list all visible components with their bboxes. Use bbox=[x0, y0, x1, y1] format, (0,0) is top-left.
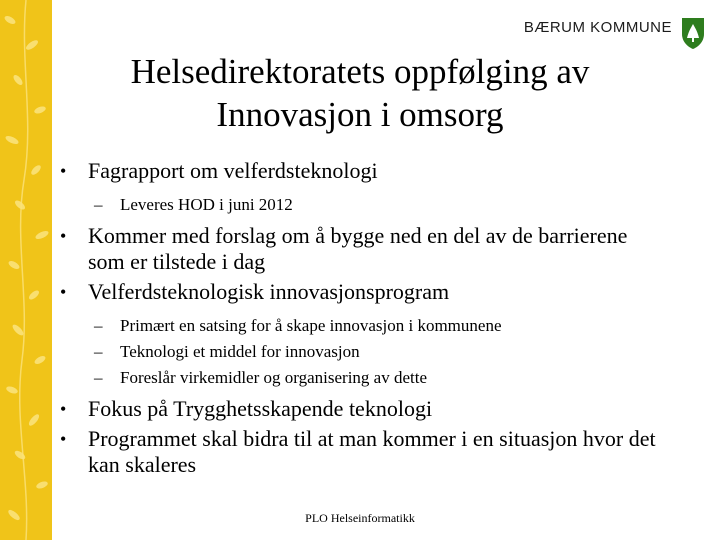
sub-bullet-text: Primært en satsing for å skape innovasjon i kommunene bbox=[120, 316, 502, 335]
sub-bullet-item bbox=[60, 367, 660, 388]
bullet-icon: • bbox=[60, 226, 67, 246]
dash-icon: – bbox=[94, 342, 103, 361]
bullet-item bbox=[60, 426, 660, 478]
title-line-1: Helsedirektoratets oppfølging av bbox=[130, 52, 590, 91]
leaf-pattern-icon bbox=[0, 0, 52, 540]
dash-icon: – bbox=[94, 368, 103, 387]
bullet-list bbox=[60, 158, 660, 482]
bullet-icon: • bbox=[60, 282, 67, 302]
shield-icon bbox=[680, 16, 706, 50]
sub-bullet-list bbox=[60, 315, 660, 388]
sub-bullet-item bbox=[60, 194, 660, 215]
slide-title bbox=[58, 50, 662, 136]
sub-bullet-list bbox=[60, 194, 660, 215]
sub-bullet-item bbox=[60, 341, 660, 362]
bullet-item bbox=[60, 279, 660, 305]
bullet-icon: • bbox=[60, 429, 67, 449]
slide-footer: PLO Helseinformatikk bbox=[305, 511, 415, 525]
sub-bullet-text: Leveres HOD i juni 2012 bbox=[120, 195, 293, 214]
title-line-2: Innovasjon i omsorg bbox=[216, 95, 504, 134]
bullet-text: Fokus på Trygghetsskapende teknologi bbox=[88, 396, 433, 421]
bullet-text: Fagrapport om velferdsteknologi bbox=[88, 158, 378, 183]
dash-icon: – bbox=[94, 316, 103, 335]
sub-bullet-text: Teknologi et middel for innovasjon bbox=[120, 342, 360, 361]
sub-bullet-item bbox=[60, 315, 660, 336]
bullet-icon: • bbox=[60, 161, 67, 181]
bullet-text: Programmet skal bidra til at man kommer i en situasjon hvor det kan skaleres bbox=[88, 426, 656, 477]
sub-bullet-text: Foreslår virkemidler og organisering av dette bbox=[120, 368, 428, 387]
bullet-icon: • bbox=[60, 399, 67, 419]
bullet-text: Kommer med forslag om å bygge ned en del av de barrierene som er tilstede i dag bbox=[88, 223, 628, 274]
logo-text: BÆRUM KOMMUNE bbox=[523, 18, 672, 36]
bullet-item bbox=[60, 223, 660, 275]
bullet-text: Velferdsteknologisk innovasjonsprogram bbox=[88, 279, 450, 304]
bullet-item bbox=[60, 396, 660, 422]
dash-icon: – bbox=[94, 195, 103, 214]
decorative-leaf-strip bbox=[0, 0, 52, 540]
bullet-item bbox=[60, 158, 660, 184]
municipality-logo bbox=[524, 16, 706, 50]
